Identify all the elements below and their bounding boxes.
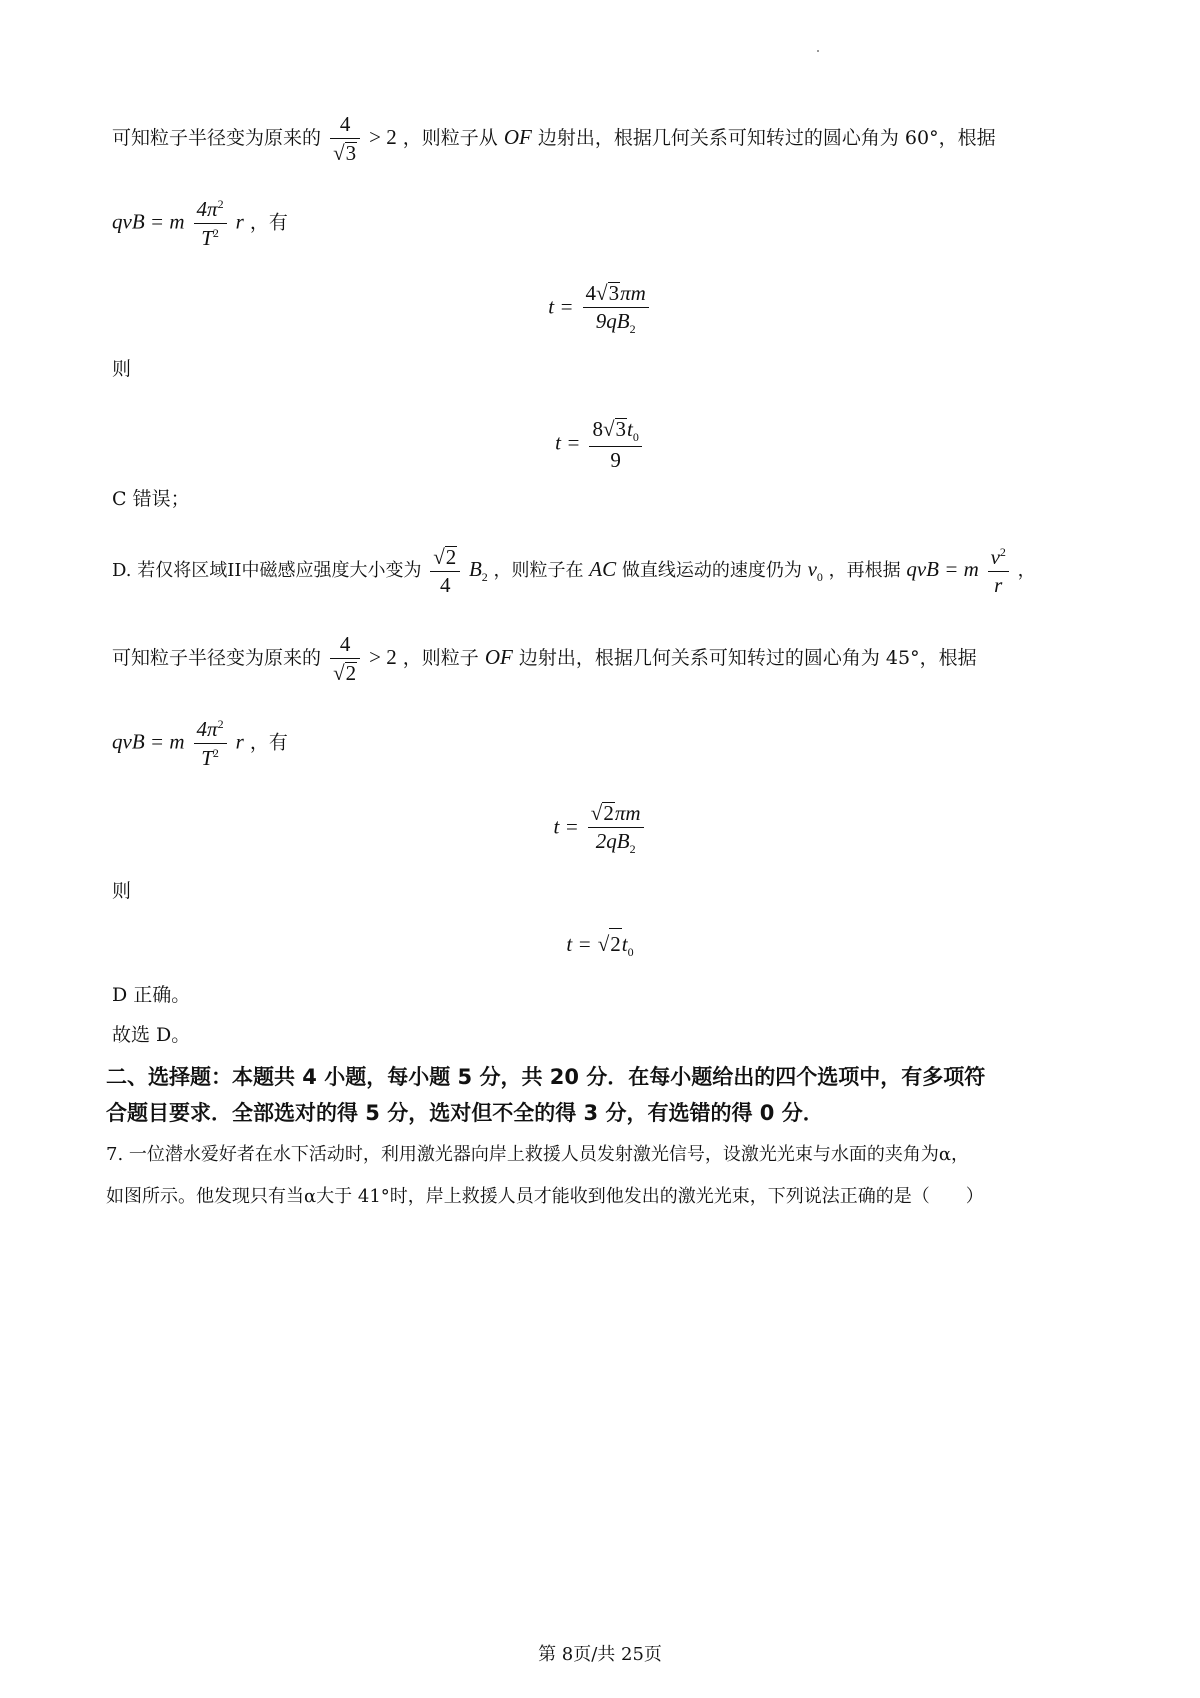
text: ，再根据: [828, 560, 901, 581]
variable: OF: [484, 645, 513, 669]
inequality: > 2: [369, 125, 397, 149]
variable: r: [235, 209, 244, 234]
subscript: 2: [629, 842, 636, 857]
text: ，则粒子从: [402, 127, 498, 149]
text: ，有: [249, 211, 288, 234]
text: D. 若仅将区域II中磁感应强度大小变为: [112, 560, 422, 581]
radicand: 3: [345, 141, 357, 165]
equation-3: [0, 802, 1200, 855]
subscript: 0: [816, 570, 823, 585]
equation: qvB = m: [112, 729, 185, 754]
variable: r: [235, 729, 244, 754]
denominator: T: [201, 226, 213, 250]
numerator: 4π: [196, 717, 218, 741]
fraction-v2-over-r: $\frac{v^2}{r}$: [988, 546, 1009, 596]
denominator: 9qB: [595, 309, 630, 333]
text: ，有: [249, 731, 288, 754]
denominator: r: [994, 573, 1003, 597]
subscript: 2: [481, 570, 488, 585]
variable: B: [468, 557, 482, 581]
symbol: t: [627, 417, 633, 441]
text: 合题目要求．全部选对的得 5 分，选对但不全的得 3 分，有选错的得 0 分．: [106, 1101, 824, 1125]
symbols: πm: [614, 801, 641, 825]
text: D 正确。: [112, 984, 191, 1006]
fraction: $\frac{8√3t_0}{9}$: [589, 418, 641, 471]
text: 故选 D。: [112, 1024, 191, 1046]
subscript: 0: [627, 945, 634, 960]
text: ，: [1017, 560, 1036, 581]
text-choose: [112, 1020, 1108, 1050]
text: 则: [112, 880, 132, 902]
question-7-line-1: [106, 1140, 1108, 1170]
equation-2: [0, 418, 1200, 471]
symbols: πm: [620, 281, 646, 305]
radicand: 2: [603, 801, 614, 825]
lhs: t =: [548, 294, 574, 319]
text: 可知粒子半径变为原来的: [112, 127, 322, 149]
text-ze-1: [112, 354, 1108, 384]
subscript: 2: [629, 322, 636, 337]
numerator: 4: [330, 114, 360, 139]
denominator: 2qB: [595, 829, 630, 853]
section-2-heading-line-2: [106, 1098, 1108, 1128]
denominator: T: [201, 746, 213, 770]
fraction: $\frac{√2\pi m}{2qB_2}$: [588, 802, 644, 855]
variable: OF: [503, 125, 532, 149]
text: 边射出，根据几何关系可知转过的圆心角为 45°，根据: [518, 647, 977, 669]
text: 二、选择题：本题共 4 小题，每小题 5 分，共 20 分．在每小题给出的四个选项中，有多项符: [106, 1065, 986, 1089]
text: 7. 一位潜水爱好者在水下活动时，利用激光器向岸上救援人员发射激光信号，设激光光束与水面的夹角为α，: [106, 1144, 970, 1165]
radicand: 2: [345, 661, 357, 685]
text: 如图所示。他发现只有当α大于 41°时，岸上救援人员才能收到他发出的激光光束，下列说法正确的是（ ）: [106, 1186, 984, 1207]
fraction-4pi2-over-T2: $\frac{4\pi^2}{T^2}$: [194, 198, 227, 249]
page-footer: 第 8页/共 25页: [538, 1644, 662, 1665]
equation: qvB = m: [906, 557, 979, 581]
text-d-line-2: [112, 634, 1108, 684]
lhs: t =: [553, 814, 579, 839]
question-7-line-2: [106, 1182, 1108, 1212]
fraction: $\frac{4√3\pi m}{9qB_2}$: [583, 282, 649, 335]
text: 做直线运动的速度仍为: [621, 560, 802, 581]
radicand: 2: [609, 928, 622, 959]
section-2-heading-line-1: [106, 1062, 1108, 1092]
text-d-correct: [112, 980, 1108, 1010]
lhs: t =: [566, 932, 592, 956]
coef: 8: [592, 417, 603, 441]
radicand: 3: [615, 417, 626, 441]
variable: t: [621, 932, 628, 956]
inequality: > 2: [369, 645, 397, 669]
equation-1: [0, 282, 1200, 335]
text: C 错误；: [112, 488, 190, 510]
variable: AC: [589, 557, 617, 581]
denominator: 4: [439, 573, 451, 597]
text-c-wrong: [112, 484, 1108, 514]
text: 可知粒子半径变为原来的: [112, 647, 322, 669]
text: ，则粒子: [402, 647, 479, 669]
text-ze-2: [112, 876, 1108, 906]
text-line-2: [112, 198, 1108, 249]
variable: v: [807, 557, 817, 581]
fraction-sqrt2-over-4: $\frac{√2}{4}$: [430, 546, 460, 596]
text-d-line-3: [112, 718, 1108, 769]
text-line-1: [112, 114, 1108, 164]
text: 边射出，根据几何关系可知转过的圆心角为 60°，根据: [537, 127, 996, 149]
text: ，则粒子在: [493, 560, 584, 581]
text-d-line-1: [112, 546, 1108, 596]
subscript: 0: [632, 430, 639, 445]
fraction-4-over-sqrt2: $\frac{4}{√2}$: [330, 634, 360, 684]
numerator: 4π: [196, 197, 218, 221]
equation-4: $t = √2t_0$: [0, 928, 1200, 967]
radicand: 2: [445, 545, 457, 569]
coef: 4: [585, 281, 597, 305]
text: 则: [112, 358, 132, 380]
radicand: 3: [608, 281, 620, 305]
scan-dot: [817, 50, 819, 52]
numerator: 4: [330, 634, 360, 659]
lhs: t =: [555, 430, 581, 455]
numerator: v: [990, 545, 1000, 569]
denominator: 9: [610, 448, 621, 473]
equation: qvB = m: [112, 209, 185, 234]
fraction-4pi2-over-T2: $\frac{4\pi^2}{T^2}$: [194, 718, 227, 769]
fraction-4-over-sqrt3: $\frac{4}{√3}$: [330, 114, 360, 164]
